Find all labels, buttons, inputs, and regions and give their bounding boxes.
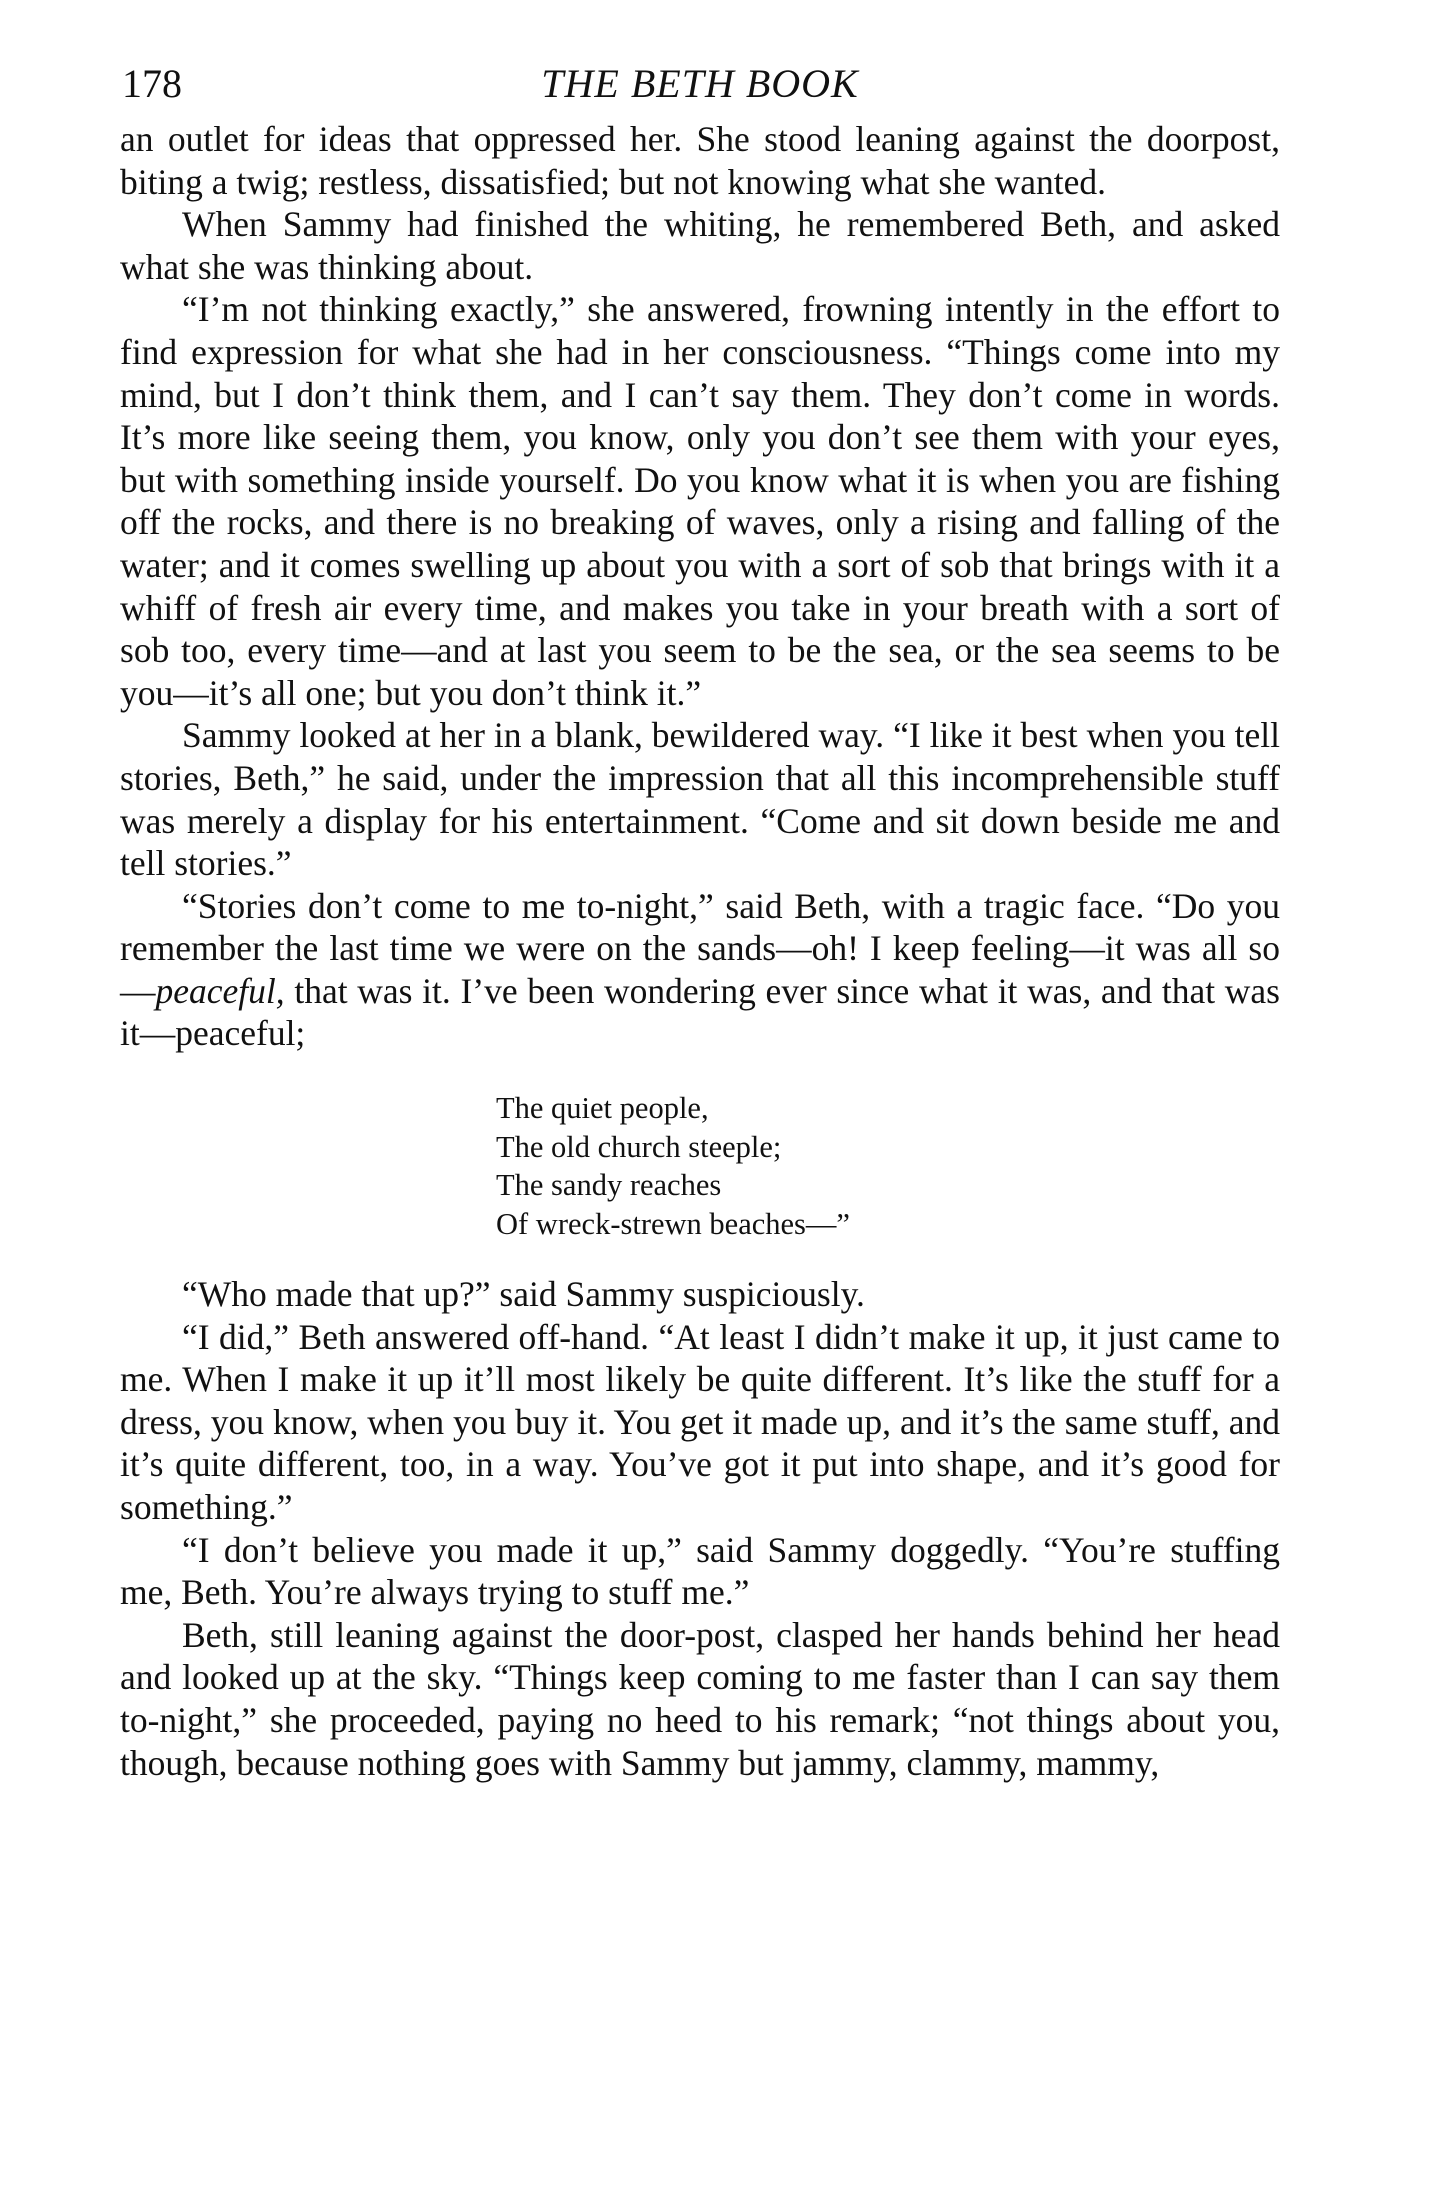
paragraph: Sammy looked at her in a blank, bewildered way. “I like it best when you tell stories, Beth,” he said, under the impression that all this incomprehensible stuff was merely a display for his entertainment. “Come and sit down beside me and tell stories.” (120, 715, 1280, 884)
book-page (120, 56, 1280, 1784)
page-number: 178 (122, 61, 182, 106)
paragraph-text-end: that was it. I’ve been wondering ever since what it was, and that was it—peaceful; (120, 970, 1280, 1054)
verse-line: The sandy reaches (496, 1168, 722, 1203)
body-text (120, 118, 1280, 1784)
paragraph: an outlet for ideas that oppressed her. She stood leaning against the doorpost, biting a twig; restless, dissatisfied; but not knowing what she wanted. (120, 119, 1280, 202)
paragraph: When Sammy had finished the whiting, he remembered Beth, and asked what she was thinking about. (120, 204, 1280, 287)
paragraph: “I’m not thinking exactly,” she answered, frowning intently in the effort to find expression for what she had in her consciousness. “Things come into my mind, but I don’t think them, and I can’t say them. They don’t come in words. It’s more like seeing them, you know, only you don’t see them with your eyes, but with something inside yourself. Do you know what it is when you are fishing off the rocks, and there is no breaking of waves, only a rising and falling of the water; and it comes swelling up about you with a sort of sob that brings with it a whiff of fresh air every time, and makes you take in your breath with a sort of sob too, every time—and at last you seem to be the sea, or the sea seems to be you—it’s all one; but you don’t think it.” (120, 289, 1280, 713)
verse-line: Of wreck-strewn beaches—” (496, 1206, 850, 1241)
verse-line: The quiet people, (496, 1091, 709, 1126)
paragraph-text-start: “Stories don’t come to me to-night,” said Beth, with a tragic face. “Do you remember the last time we were on the sands—oh! I keep feeling—it was all so— (120, 885, 1280, 1011)
verse-block (496, 1089, 1280, 1243)
paragraph-beth-peaceful (120, 885, 1280, 1055)
verse-line: The old church steeple; (496, 1129, 782, 1164)
running-title: THE BETH BOOK (541, 61, 859, 106)
italic-word: peaceful, (155, 970, 285, 1011)
paragraph: “I don’t believe you made it up,” said Sammy doggedly. “You’re stuffing me, Beth. You’re always trying to stuff me.” (120, 1529, 1280, 1613)
paragraph: “I did,” Beth answered off-hand. “At least I didn’t make it up, it just came to me. When I make it up it’ll most likely be quite different. It’s like the stuff for a dress, you know, when you buy it. You get it made up, and it’s the same stuff, and it’s quite different, too, in a way. You’ve got it put into shape, and it’s good for something.” (120, 1316, 1280, 1528)
paragraph: Beth, still leaning against the door-post, clasped her hands behind her head and looked up at the sky. “Things keep coming to me faster than I can say them to-night,” she proceeded, paying no heed to his remark; “not things about you, though, because nothing goes with Sammy but jammy, clammy, mammy, (120, 1614, 1280, 1783)
page-header (120, 56, 1280, 118)
paragraph: “Who made that up?” said Sammy suspiciously. (182, 1274, 865, 1315)
